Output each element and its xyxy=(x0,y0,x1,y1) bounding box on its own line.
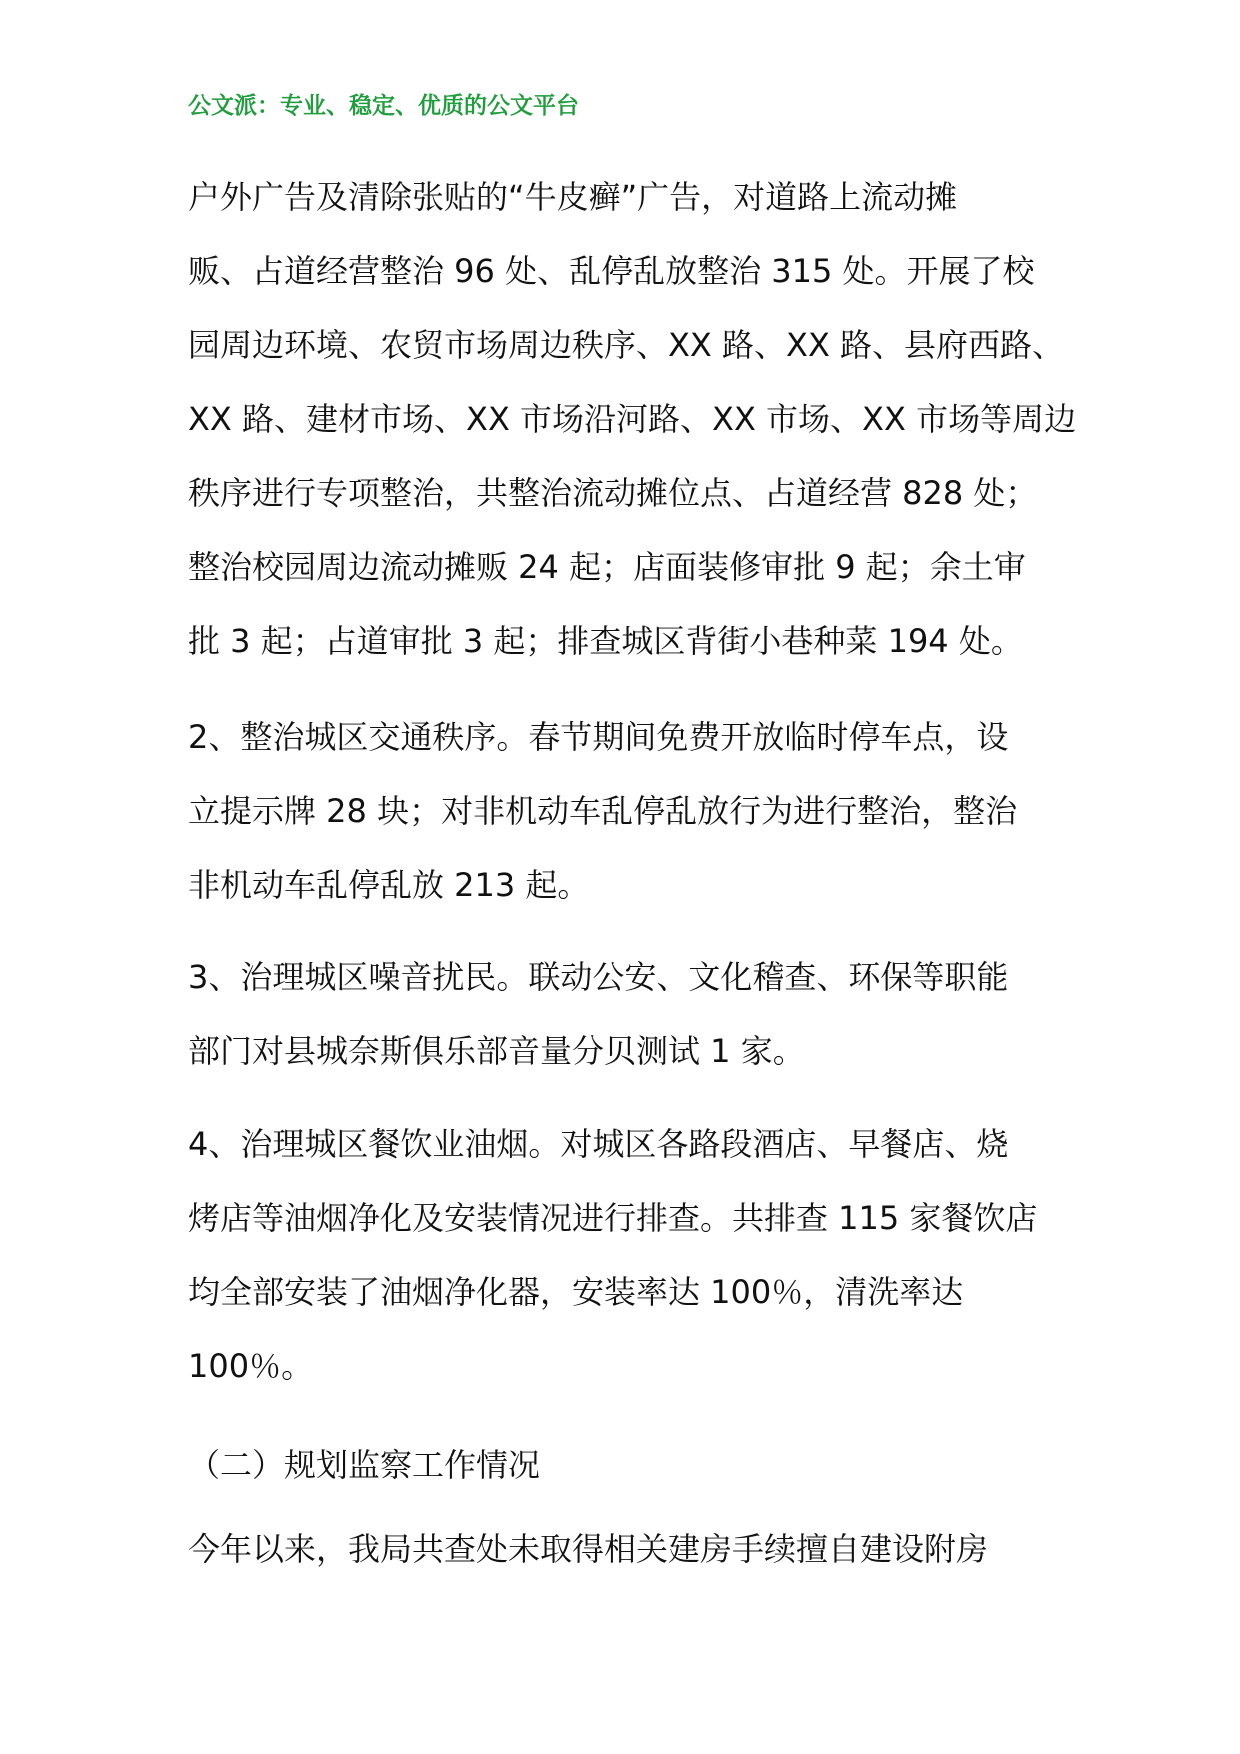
paragraph-line: 秩序进行专项整治，共整治流动摊位点、占道经营 828 处； xyxy=(188,474,1038,512)
section-heading xyxy=(188,1428,1068,1502)
paragraph-line: 整治校园周边流动摊贩 24 起；店面装修审批 9 起；余土审 xyxy=(188,548,1026,586)
paragraph-line: 户外广告及清除张贴的“牛皮癣”广告，对道路上流动摊 xyxy=(188,178,958,216)
paragraph-line: 4、治理城区餐饮业油烟。对城区各路段酒店、早餐店、烧 xyxy=(188,1125,1009,1163)
paragraph-line: 今年以来，我局共查处未取得相关建房手续擅自建设附房 xyxy=(188,1530,989,1568)
paragraph-line: 部门对县城奈斯俱乐部音量分贝测试 1 家。 xyxy=(188,1032,805,1070)
paragraph-line: 贩、占道经营整治 96 处、乱停乱放整治 315 处。开展了校 xyxy=(188,252,1035,290)
section-heading-text: （二）规划监察工作情况 xyxy=(188,1446,541,1484)
paragraph-2 xyxy=(188,700,1068,922)
paragraph-line: 烤店等油烟净化及安装情况进行排查。共排查 115 家餐饮店 xyxy=(188,1199,1038,1237)
page-header: 公文派：专业、稳定、优质的公文平台 xyxy=(188,93,579,119)
paragraph-line: 批 3 起；占道审批 3 起；排查城区背街小巷种菜 194 处。 xyxy=(188,622,1023,660)
paragraph-line: 园周边环境、农贸市场周边秩序、XX 路、XX 路、县府西路、 xyxy=(188,326,1065,364)
paragraph-line: 非机动车乱停乱放 213 起。 xyxy=(188,866,590,904)
paragraph-line: XX 路、建材市场、XX 市场沿河路、XX 市场、XX 市场等周边 xyxy=(188,400,1077,438)
paragraph-line: 均全部安装了油烟净化器，安装率达 100％，清洗率达 xyxy=(188,1273,964,1311)
paragraph-line: 2、整治城区交通秩序。春节期间免费开放临时停车点，设 xyxy=(188,718,1009,756)
paragraph-line: 立提示牌 28 块；对非机动车乱停乱放行为进行整治，整治 xyxy=(188,792,1018,830)
paragraph-line: 100％。 xyxy=(188,1347,314,1385)
paragraph-3 xyxy=(188,940,1068,1088)
paragraph-4 xyxy=(188,1107,1068,1403)
paragraph-6 xyxy=(188,1512,1068,1586)
paragraph-line: 3、治理城区噪音扰民。联动公安、文化稽查、环保等职能 xyxy=(188,958,1009,996)
paragraph-1 xyxy=(188,160,1077,678)
